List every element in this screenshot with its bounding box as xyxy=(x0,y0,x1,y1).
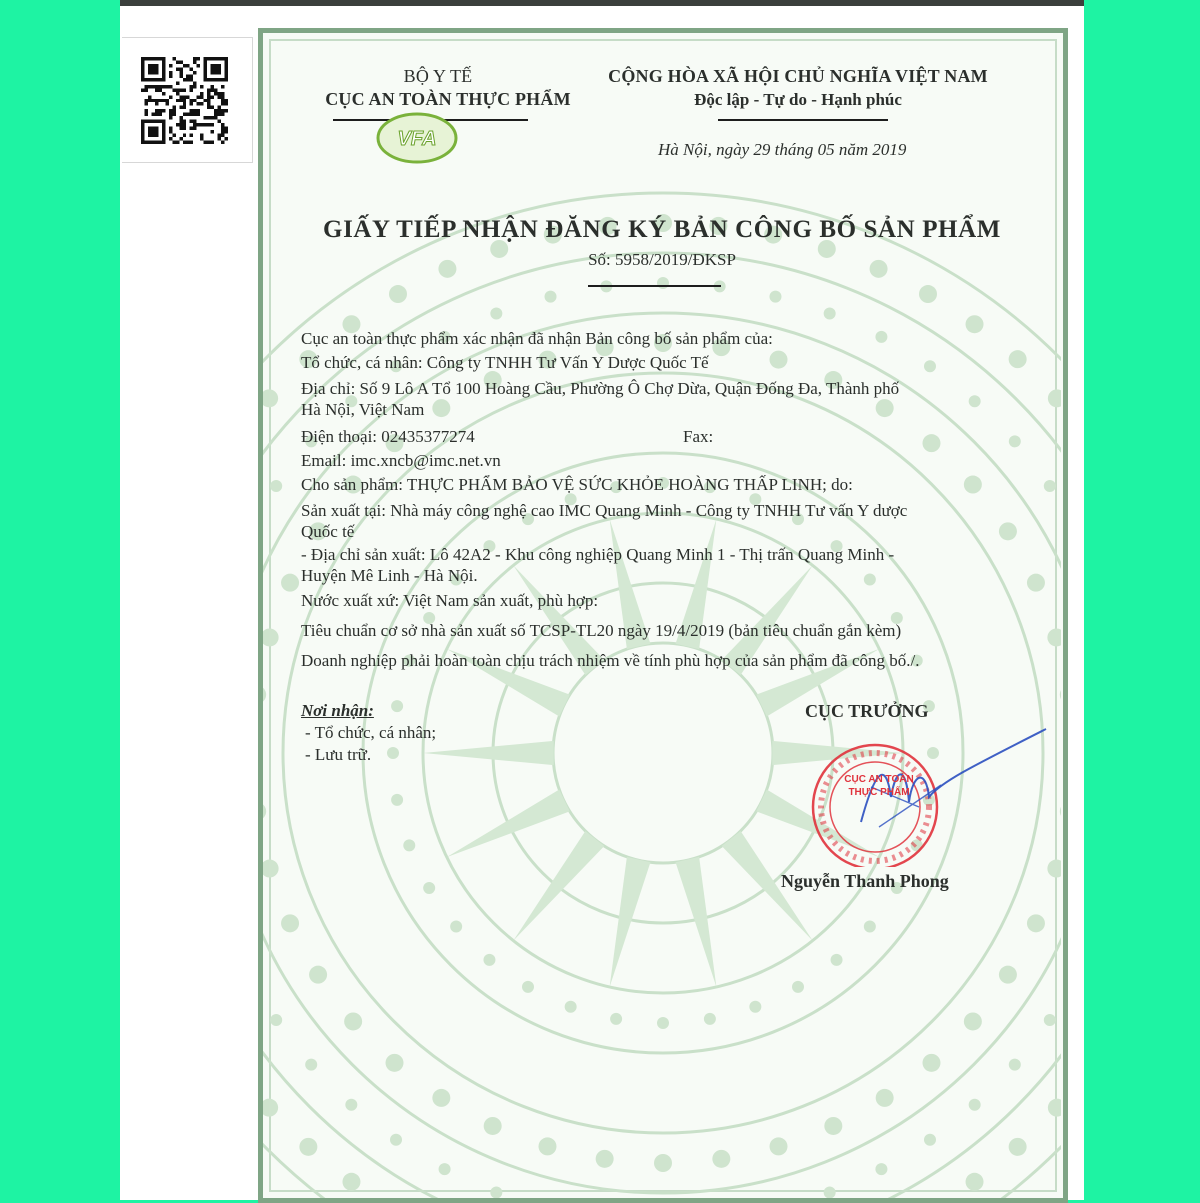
recipients-heading: Nơi nhận: xyxy=(301,701,374,720)
intro-line: Cục an toàn thực phẩm xác nhận đã nhận Bản công bố sản phẩm của: xyxy=(301,329,773,348)
manufacturer-line-1: Sản xuất tại: Nhà máy công nghệ cao IMC Quang Minh - Công ty TNHH Tư vấn Y dược xyxy=(301,501,908,520)
title-underline xyxy=(588,285,721,287)
address-line-1: Địa chỉ: Số 9 Lô A Tổ 100 Hoàng Cầu, Phường Ô Chợ Dừa, Quận Đống Đa, Thành phố xyxy=(301,379,900,398)
signer-name: Nguyễn Thanh Phong xyxy=(781,871,949,891)
certificate-title: GIẤY TIẾP NHẬN ĐĂNG KÝ BẢN CÔNG BỐ SẢN PHẨM xyxy=(323,216,1001,243)
country-name: CỘNG HÒA XÃ HỘI CHỦ NGHĨA VIỆT NAM xyxy=(608,66,988,86)
bronze-drum-watermark xyxy=(263,33,1061,1198)
organization-line: Tổ chức, cá nhân: Công ty TNHH Tư Vấn Y Dược Quốc Tế xyxy=(301,353,709,372)
stamp-center-text: CỤC AN TOÀN THỰC PHẨM xyxy=(844,774,914,798)
fax-line: Fax: xyxy=(683,427,714,446)
certificate-number: Số: 5958/2019/ĐKSP xyxy=(588,250,736,269)
agency-name: CỤC AN TOÀN THỰC PHẨM xyxy=(325,89,571,109)
qr-code-icon xyxy=(137,57,232,144)
ministry-name: BỘ Y TẾ xyxy=(403,66,473,86)
signer-role: CỤC TRƯỞNG xyxy=(805,701,929,721)
manufacturer-line-2: Quốc tế xyxy=(301,522,355,541)
responsibility-line: Doanh nghiệp phải hoàn toàn chịu trách nhiệm về tính phù hợp của sản phẩm đã công bố./. xyxy=(301,651,920,670)
motto: Độc lập - Tự do - Hạnh phúc xyxy=(694,90,902,109)
product-line: Cho sản phẩm: THỰC PHẨM BẢO VỆ SỨC KHỎE HOÀNG THẤP LINH; do: xyxy=(301,475,853,494)
address-line-2: Hà Nội, Việt Nam xyxy=(301,400,425,419)
vfa-logo-text: VFA xyxy=(397,128,437,150)
motto-underline xyxy=(718,119,888,121)
recipient-item: - Tổ chức, cá nhân; xyxy=(305,723,437,742)
factory-address-line-1: - Địa chỉ sản xuất: Lô 42A2 - Khu công nghiệp Quang Minh 1 - Thị trấn Quang Minh - xyxy=(301,545,895,564)
recipient-item: - Lưu trữ. xyxy=(305,745,372,764)
viewer-top-bar xyxy=(120,0,1084,6)
vfa-logo-icon xyxy=(375,111,459,165)
standard-line: Tiêu chuẩn cơ sở nhà sản xuất số TCSP-TL20 ngày 19/4/2019 (bản tiêu chuẩn gắn kèm) xyxy=(301,621,902,640)
email-line: Email: imc.xncb@imc.net.vn xyxy=(301,451,501,470)
qr-code-panel xyxy=(122,37,253,163)
factory-address-line-2: Huyện Mê Linh - Hà Nội. xyxy=(301,566,478,585)
place-date: Hà Nội, ngày 29 tháng 05 năm 2019 xyxy=(658,140,907,159)
certificate xyxy=(258,28,1068,1203)
origin-line: Nước xuất xứ: Việt Nam sản xuất, phù hợp: xyxy=(301,591,599,610)
phone-line: Điện thoại: 02435377274 xyxy=(301,427,475,446)
